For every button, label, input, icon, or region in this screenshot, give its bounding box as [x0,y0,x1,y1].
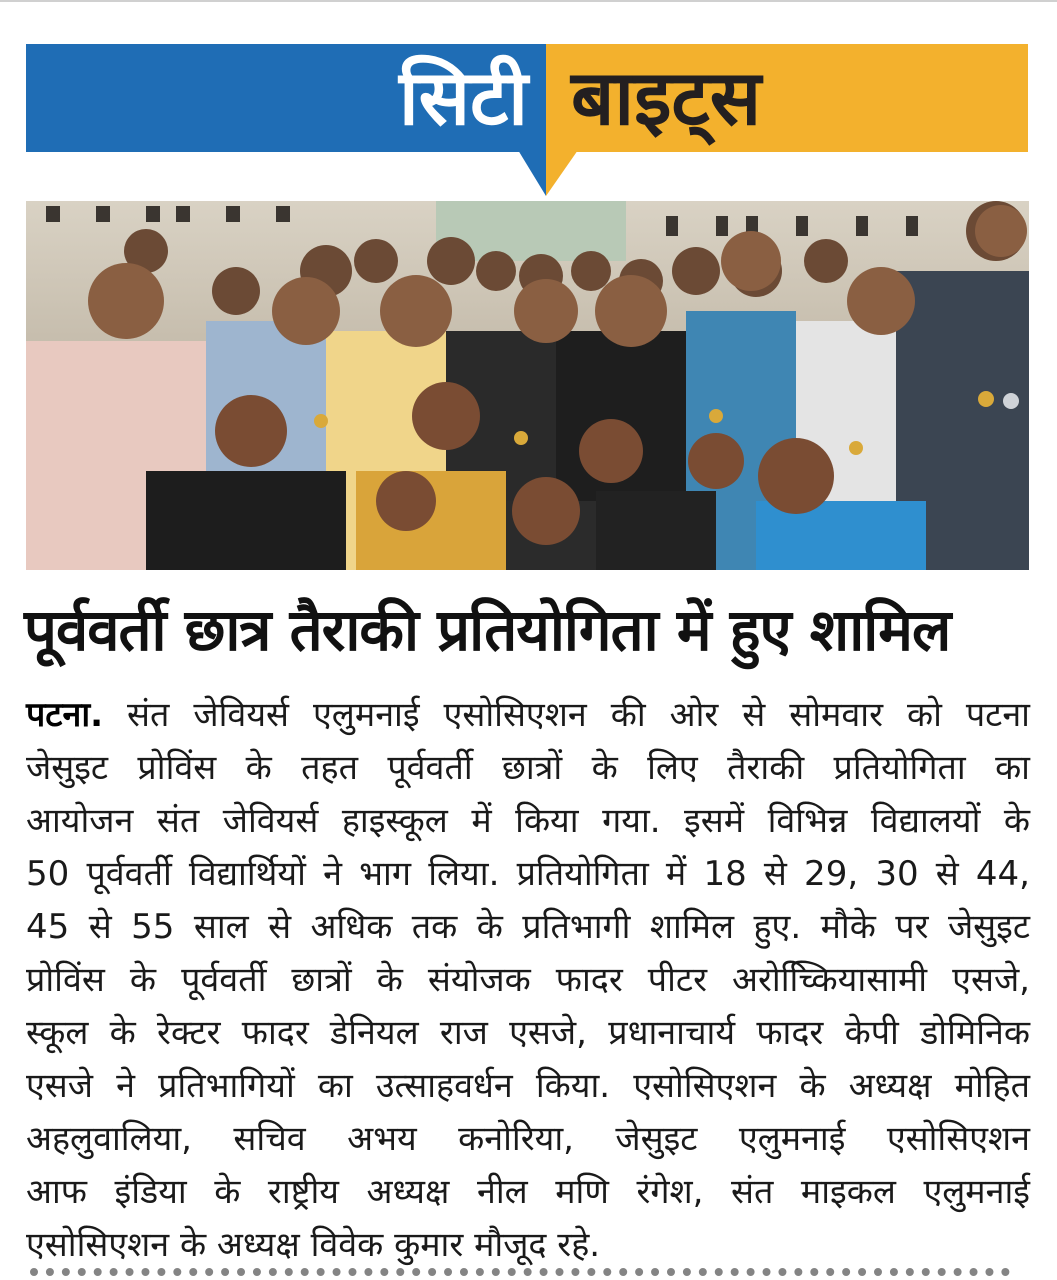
article-body [26,690,1030,1273]
body-line: जेसुइट प्रोविंस के तहत पूर्ववर्ती छात्रों के लिए तैराकी प्रतियोगिता का [26,748,1030,788]
banner-title-left: सिटी [398,53,528,142]
body-line: अहलुवालिया, सचिव अभय कनोरिया, जेसुइट एलुमनाई एसोसिएशन [26,1119,1030,1159]
news-photo [26,201,1029,570]
section-banner [26,44,1028,152]
dateline: पटना. [26,695,104,735]
group-photo-image [26,201,1029,570]
next-article-edge [30,1268,1010,1280]
headline: पूर्ववर्ती छात्र तैराकी प्रतियोगिता में हुए शामिल [24,596,951,664]
banner-title-right: बाइट्स [571,53,762,142]
body-line: 50 पूर्ववर्ती विद्यार्थियों ने भाग लिया. प्रतियोगिता में 18 से 29, 30 से 44, [26,854,1030,894]
body-line: एसोसिएशन के अध्यक्ष विवेक कुमार मौजूद रहे. [26,1225,601,1265]
body-line: एसजे ने प्रतिभागियों का उत्साहवर्धन किया. एसोसिएशन के अध्यक्ष मोहित [26,1066,1030,1106]
body-line: आयोजन संत जेवियर्स हाइस्कूल में किया गया. इसमें विभिन्न विद्यालयों के [26,801,1030,841]
body-line: स्कूल के रेक्टर फादर डेनियल राज एसजे, प्रधानाचार्य फादर केपी डोमिनिक [26,1013,1030,1053]
body-line: 45 से 55 साल से अधिक तक के प्रतिभागी शामिल हुए. मौके पर जेसुइट [26,907,1030,947]
top-rule [0,0,1057,2]
body-line: प्रोविंस के पूर्ववर्ती छात्रों के संयोजक फादर पीटर अरोच्किियासामी एसजे, [26,960,1030,1000]
body-line: आफ इंडिया के राष्ट्रीय अध्यक्ष नील मणि रंगेश, संत माइकल एलुमनाई [26,1172,1030,1212]
banner-pointer [518,150,578,196]
body-line: पटना. संत जेवियर्स एलुमनाई एसोसिएशन की ओर से सोमवार को पटना [26,695,1030,735]
